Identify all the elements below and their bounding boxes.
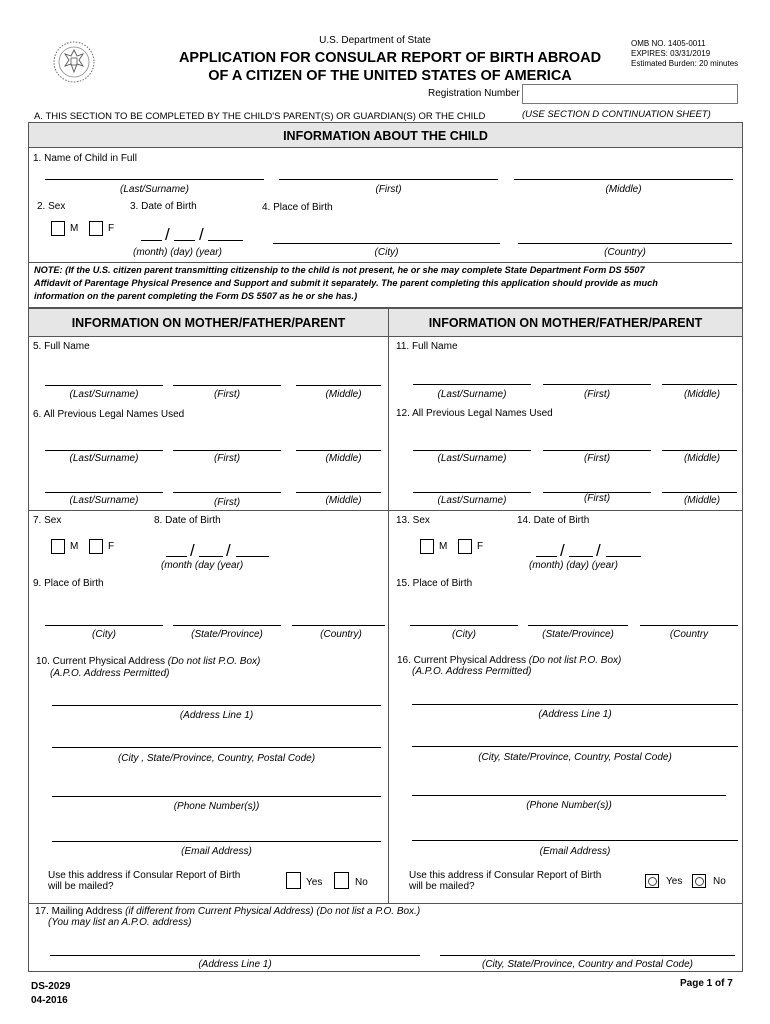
child-last-name-caption: (Last/Surname) <box>120 184 189 195</box>
parent2-prev2-first-caption: (First) <box>583 493 611 504</box>
parent2-middle-caption: (Middle) <box>683 389 721 400</box>
parent1-prev1-first-field[interactable] <box>173 450 281 451</box>
parent-left-heading <box>28 308 389 337</box>
mailing-apo-note: (You may list an A.P.O. address) <box>48 917 192 928</box>
mailing-address-line1-field[interactable] <box>50 955 420 956</box>
parent1-prev2-last-field[interactable] <box>45 492 163 493</box>
parent1-city-state-field[interactable] <box>52 747 381 748</box>
note-line-1: NOTE: (If the U.S. citizen parent transmitting citizenship to the child is not present, he or she may complete State Department Form DS 5507 <box>34 265 645 275</box>
parent2-email-caption: (Email Address) <box>539 846 611 857</box>
child-last-name-field[interactable] <box>45 179 264 180</box>
parent1-prev1-last-field[interactable] <box>45 450 163 451</box>
parent-right-heading <box>388 308 743 337</box>
parent1-mail-yes-label: Yes <box>306 877 323 888</box>
parent2-dob-caption: (month) (day) (year) <box>529 560 618 571</box>
parent1-mail-yes-checkbox[interactable] <box>286 872 301 889</box>
parent1-prev2-first-caption: (First) <box>213 497 241 508</box>
department-name: U.S. Department of State <box>319 35 431 46</box>
child-pob-label: 4. Place of Birth <box>262 202 333 213</box>
parent2-apo-note: (A.P.O. Address Permitted) <box>412 666 532 677</box>
parent2-mail-question-line2: will be mailed? <box>409 881 475 892</box>
parent2-pob-country-caption: (Country <box>669 629 709 640</box>
child-sex-label: 2. Sex <box>37 201 66 212</box>
parent2-first-caption: (First) <box>583 389 611 400</box>
parent2-city-state-caption: (City, State/Province, Country, Postal Code) <box>478 752 672 763</box>
parent1-pob-city-caption: (City) <box>92 629 116 640</box>
parent1-mail-question-line1: Use this address if Consular Report of Birth <box>48 870 241 881</box>
parent2-sex-male-label: M <box>439 541 448 552</box>
parent2-dob-year-field[interactable] <box>606 556 641 557</box>
parent1-dob-caption: (month (day (year) <box>161 560 244 571</box>
parent1-address-label <box>36 656 260 667</box>
parent2-phone-field[interactable] <box>412 795 726 796</box>
parent1-mail-no-label: No <box>355 877 368 888</box>
parent1-prev1-middle-field[interactable] <box>296 450 381 451</box>
parent1-email-caption: (Email Address) <box>181 846 252 857</box>
parent2-last-caption: (Last/Surname) <box>437 389 507 400</box>
note-divider <box>28 262 743 263</box>
page-number: Page 1 of 7 <box>680 978 733 989</box>
parent2-address-note: (Do not list P.O. Box) <box>528 655 622 666</box>
parent1-sex-label: 7. Sex <box>33 515 62 526</box>
omb-number: OMB NO. 1405-0011 <box>631 39 706 48</box>
child-dob-label: 3. Date of Birth <box>130 201 197 212</box>
parent1-middle-name-field[interactable] <box>296 385 381 386</box>
parent2-dob-month-field[interactable] <box>536 556 557 557</box>
child-sex-male-label: M <box>70 223 79 234</box>
parent2-prev1-last-field[interactable] <box>413 450 531 451</box>
parent1-dob-label: 8. Date of Birth <box>154 515 221 526</box>
child-pob-city-caption: (City) <box>374 247 399 258</box>
parent2-prev2-last-field[interactable] <box>413 492 531 493</box>
parent1-dob-day-field[interactable] <box>199 556 223 557</box>
parent1-last-name-field[interactable] <box>45 385 163 386</box>
parent1-last-caption: (Last/Surname) <box>69 389 139 400</box>
parent1-full-name-label: 5. Full Name <box>33 341 90 352</box>
child-dob-caption: (month) (day) (year) <box>133 247 222 258</box>
date-separator: / <box>190 541 195 560</box>
parent2-email-field[interactable] <box>412 840 738 841</box>
parent2-pob-state-caption: (State/Province) <box>542 629 614 640</box>
child-dob-month-field[interactable] <box>141 240 162 241</box>
child-dob-day-field[interactable] <box>174 240 195 241</box>
parent1-dob-month-field[interactable] <box>166 556 187 557</box>
parent1-pob-state-field[interactable] <box>173 625 281 626</box>
parent1-address-line1-caption: (Address Line 1) <box>179 710 254 721</box>
parent2-mail-no-label: No <box>713 876 726 887</box>
parent1-phone-field[interactable] <box>52 796 381 797</box>
parent2-prev2-middle-caption: (Middle) <box>683 495 721 506</box>
parent1-pob-country-caption: (Country) <box>320 629 362 640</box>
parent1-address-label-text: 10. Current Physical Address <box>36 656 165 667</box>
parent2-pob-label: 15. Place of Birth <box>396 578 473 589</box>
form-revision-date: 04-2016 <box>31 995 68 1006</box>
parent2-sex-male-checkbox[interactable] <box>420 539 434 554</box>
parent1-sex-female-label: F <box>108 541 115 552</box>
parent2-prev2-middle-field[interactable] <box>662 492 737 493</box>
note-line-2: Affidavit of Parentage Physical Presence and Support and submit it separately. The parent completing this application should provide as much <box>34 278 658 288</box>
date-separator: / <box>226 541 231 560</box>
parent2-dob-day-field[interactable] <box>569 556 593 557</box>
parent2-prev1-middle-caption: (Middle) <box>683 453 721 464</box>
parent1-prev1-middle-caption: (Middle) <box>325 453 362 464</box>
parent1-apo-note: (A.P.O. Address Permitted) <box>50 668 170 679</box>
parent1-prev-names-label: 6. All Previous Legal Names Used <box>33 409 185 420</box>
parent1-pob-state-caption: (State/Province) <box>191 629 263 640</box>
date-separator: / <box>165 225 170 244</box>
parent2-full-name-label: 11. Full Name <box>396 341 458 352</box>
parent1-prev2-middle-caption: (Middle) <box>325 495 362 506</box>
child-middle-name-caption: (Middle) <box>605 184 642 195</box>
parent2-last-name-field[interactable] <box>413 384 531 385</box>
mailing-address-label <box>35 906 420 917</box>
parent1-first-caption: (First) <box>213 389 241 400</box>
parent-right-heading-text: INFORMATION ON MOTHER/FATHER/PARENT <box>428 316 703 330</box>
mailing-address-label-text: 17. Mailing Address <box>35 906 123 917</box>
parent1-dob-year-field[interactable] <box>236 556 269 557</box>
parent2-phone-caption: (Phone Number(s)) <box>526 800 612 811</box>
parent2-pob-city-field[interactable] <box>410 625 518 626</box>
parent2-first-name-field[interactable] <box>543 384 651 385</box>
parent1-city-state-caption: (City , State/Province, Country, Postal Code) <box>117 753 316 764</box>
parent1-prev2-first-field[interactable] <box>173 492 281 493</box>
parent2-pob-country-field[interactable] <box>640 625 738 626</box>
parent1-email-field[interactable] <box>52 841 381 842</box>
parent1-sex-male-label: M <box>70 541 79 552</box>
parent2-pob-city-caption: (City) <box>452 629 476 640</box>
parent1-address-line1-field[interactable] <box>52 705 381 706</box>
state-department-seal <box>52 40 96 84</box>
parent1-mail-question-line2: will be mailed? <box>48 881 114 892</box>
parent2-prev1-first-caption: (First) <box>583 453 611 464</box>
parent2-address-line1-caption: (Address Line 1) <box>538 709 612 720</box>
parent1-prev1-first-caption: (First) <box>213 453 241 464</box>
parent1-prev2-middle-field[interactable] <box>296 492 381 493</box>
child-sex-female-checkbox[interactable] <box>89 221 103 236</box>
parent1-pob-label: 9. Place of Birth <box>33 578 104 589</box>
form-title-line1: APPLICATION FOR CONSULAR REPORT OF BIRTH ABROAD <box>178 50 602 66</box>
child-first-name-field[interactable] <box>279 179 498 180</box>
parent1-prev1-last-caption: (Last/Surname) <box>69 453 139 464</box>
parent1-sex-male-checkbox[interactable] <box>51 539 65 554</box>
parent1-prev2-last-caption: (Last/Surname) <box>69 495 139 506</box>
parent2-prev1-last-caption: (Last/Surname) <box>437 453 507 464</box>
note-line-3: information on the parent completing the Form DS 5507 as he or she has.) <box>34 291 358 301</box>
section-a-note: (USE SECTION D CONTINUATION SHEET) <box>522 109 711 120</box>
parent2-prev1-first-field[interactable] <box>543 450 651 451</box>
mailing-address-note: (if different from Current Physical Address) (Do not list a P.O. Box.) <box>125 906 421 917</box>
form-title-line2: OF A CITIZEN OF THE UNITED STATES OF AMERICA <box>208 68 572 84</box>
estimated-burden: Estimated Burden: 20 minutes <box>631 59 739 68</box>
registration-number-label: Registration Number <box>428 88 520 99</box>
date-separator: / <box>199 225 204 244</box>
parent2-city-state-field[interactable] <box>412 746 738 747</box>
parent2-mail-question-line1: Use this address if Consular Report of Birth <box>409 870 602 881</box>
parent1-phone-caption: (Phone Number(s)) <box>173 801 260 812</box>
child-pob-city-field[interactable] <box>273 243 500 244</box>
mailing-city-state-caption: (City, State/Province, Country and Postal Code) <box>481 959 694 970</box>
parent2-dob-label: 14. Date of Birth <box>517 515 590 526</box>
parent1-first-name-field[interactable] <box>173 385 281 386</box>
child-sex-female-label: F <box>108 223 115 234</box>
parent2-address-label-text: 16. Current Physical Address <box>397 655 526 666</box>
parent1-middle-caption: (Middle) <box>325 389 362 400</box>
parent2-mail-yes-label: Yes <box>666 876 683 887</box>
child-first-name-caption: (First) <box>375 184 402 195</box>
parent2-address-line1-field[interactable] <box>412 704 738 705</box>
parent2-sex-female-label: F <box>477 541 484 552</box>
parent2-prev2-last-caption: (Last/Surname) <box>437 495 507 506</box>
parent2-mail-yes-radio[interactable] <box>645 874 659 888</box>
parent2-sex-label: 13. Sex <box>396 515 430 526</box>
parent1-sex-female-checkbox[interactable] <box>89 539 103 554</box>
child-dob-year-field[interactable] <box>208 240 243 241</box>
parent2-middle-name-field[interactable] <box>662 384 737 385</box>
parent2-pob-state-field[interactable] <box>528 625 628 626</box>
registration-number-field[interactable] <box>522 84 738 104</box>
mailing-address-line1-caption: (Address Line 1) <box>198 959 272 970</box>
parent2-mail-no-radio[interactable] <box>692 874 706 888</box>
child-section-heading <box>28 122 743 148</box>
parent2-prev-names-label: 12. All Previous Legal Names Used <box>396 408 553 419</box>
date-separator: / <box>560 541 565 560</box>
parent2-sex-female-checkbox[interactable] <box>458 539 472 554</box>
section-a-instruction: A. THIS SECTION TO BE COMPLETED BY THE CHILD'S PARENT(S) OR GUARDIAN(S) OR THE CHILD <box>34 111 486 122</box>
parent1-pob-city-field[interactable] <box>45 625 163 626</box>
mailing-city-state-field[interactable] <box>440 955 735 956</box>
parent1-address-note: (Do not list P.O. Box) <box>167 656 261 667</box>
date-separator: / <box>596 541 601 560</box>
child-name-label: 1. Name of Child in Full <box>33 153 137 164</box>
parent-left-heading-text: INFORMATION ON MOTHER/FATHER/PARENT <box>71 316 346 330</box>
child-pob-country-caption: (Country) <box>604 247 646 258</box>
parent1-pob-country-field[interactable] <box>292 625 385 626</box>
child-section-heading-text: INFORMATION ABOUT THE CHILD <box>283 129 488 143</box>
parent2-address-label <box>397 655 621 666</box>
child-pob-country-field[interactable] <box>518 243 732 244</box>
form-number: DS-2029 <box>31 981 71 992</box>
parent1-mail-no-checkbox[interactable] <box>334 872 349 889</box>
parent2-prev1-middle-field[interactable] <box>662 450 737 451</box>
child-sex-male-checkbox[interactable] <box>51 221 65 236</box>
parent-row-divider <box>28 510 743 511</box>
expiration-date: EXPIRES: 03/31/2019 <box>631 49 711 58</box>
child-middle-name-field[interactable] <box>514 179 733 180</box>
